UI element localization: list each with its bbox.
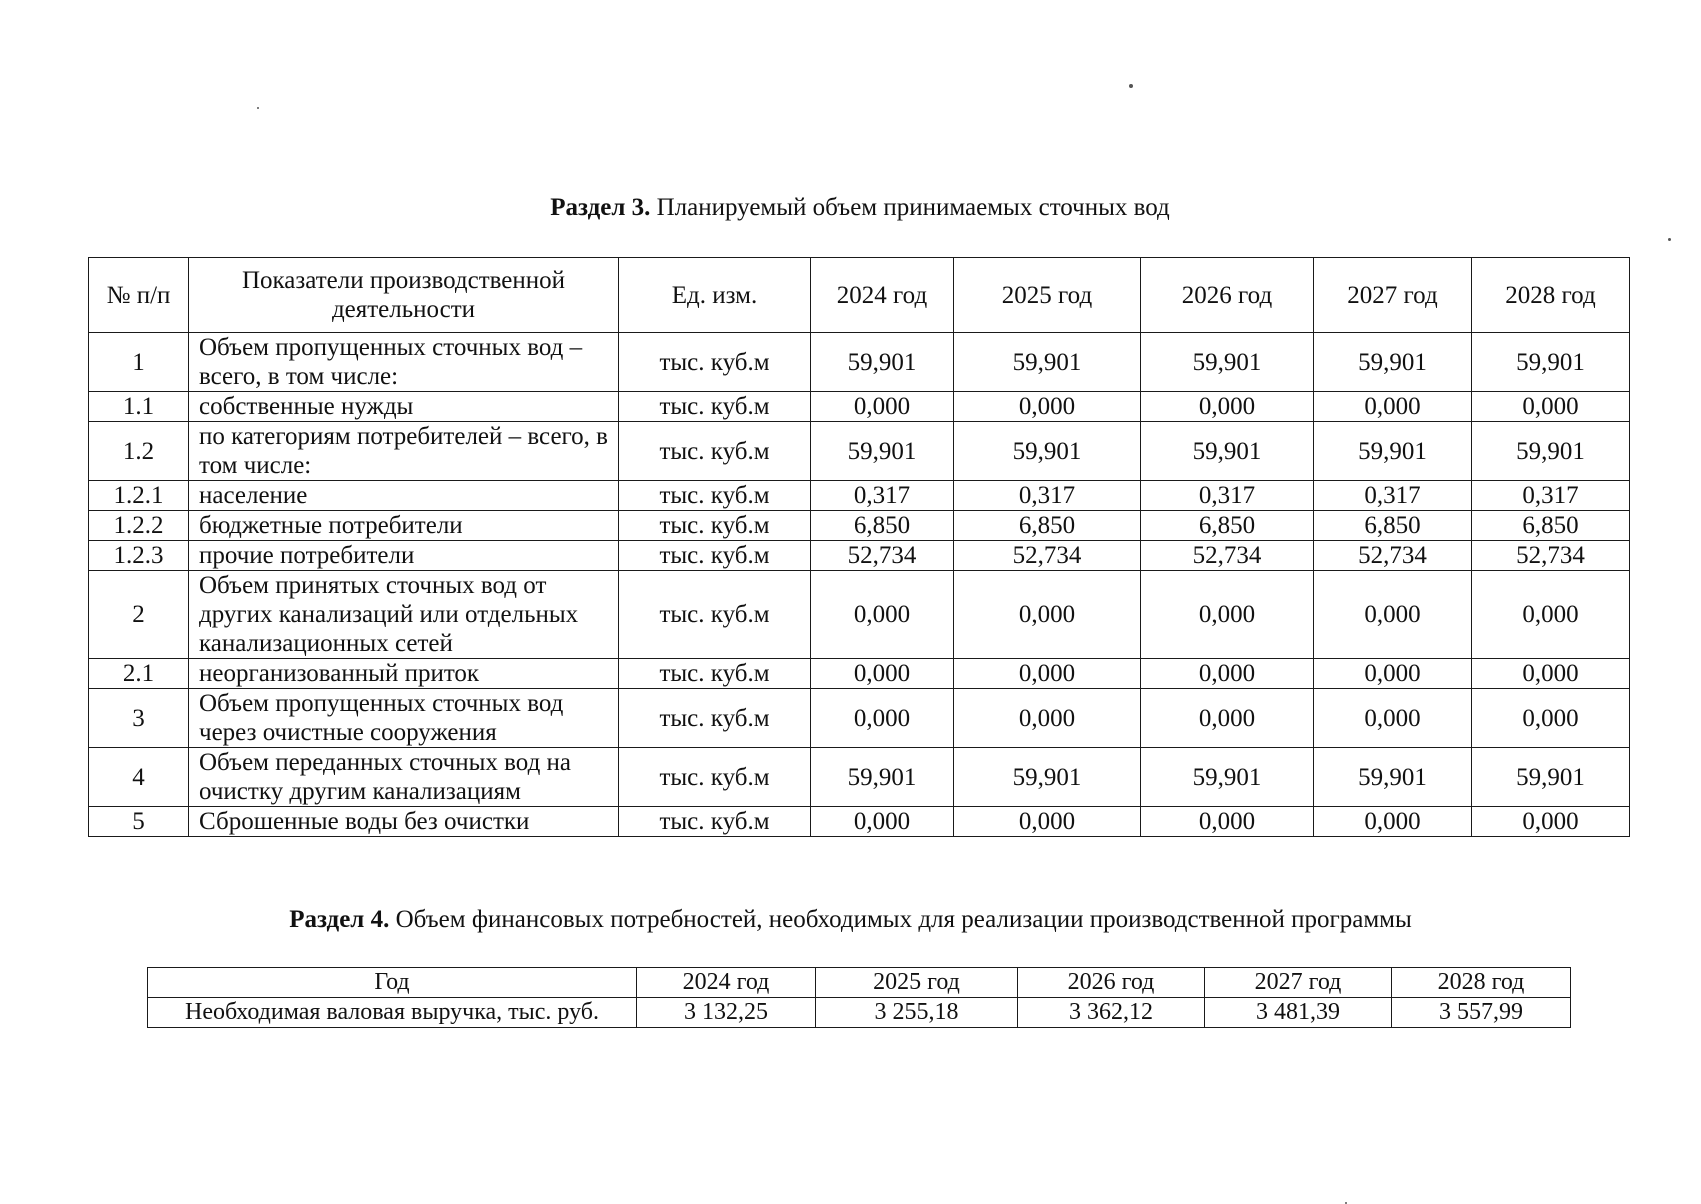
indicator-cell: неорганизованный приток <box>189 659 619 689</box>
unit-cell: тыс. куб.м <box>619 748 811 807</box>
indicator-cell: собственные нужды <box>189 392 619 422</box>
value-cell: 52,734 <box>1472 541 1630 571</box>
column-header: 2028 год <box>1392 968 1571 998</box>
indicator-cell: Объем принятых сточных вод от других канализаций или отдельных канализационных сетей <box>189 571 619 659</box>
value-cell: 0,317 <box>1314 481 1472 511</box>
column-header: 2027 год <box>1314 258 1472 333</box>
value-cell: 6,850 <box>1472 511 1630 541</box>
column-header: 2024 год <box>637 968 816 998</box>
value-cell: 0,000 <box>1141 807 1314 837</box>
unit-cell: тыс. куб.м <box>619 333 811 392</box>
value-cell: 52,734 <box>954 541 1141 571</box>
value-cell: 0,000 <box>811 392 954 422</box>
row-number: 3 <box>89 689 189 748</box>
section4-label: Раздел 4. <box>289 906 390 933</box>
value-cell: 6,850 <box>954 511 1141 541</box>
value-cell: 0,000 <box>954 659 1141 689</box>
value-cell: 0,000 <box>1141 392 1314 422</box>
value-cell: 0,000 <box>954 689 1141 748</box>
unit-cell: тыс. куб.м <box>619 807 811 837</box>
column-header: 2027 год <box>1205 968 1392 998</box>
row-number: 4 <box>89 748 189 807</box>
value-cell: 0,000 <box>954 807 1141 837</box>
value-cell: 0,000 <box>1314 392 1472 422</box>
value-cell: 0,000 <box>1141 689 1314 748</box>
value-cell: 0,000 <box>1472 659 1630 689</box>
table-body <box>89 333 1630 837</box>
scan-speck <box>1129 84 1133 88</box>
value-cell: 59,901 <box>1472 748 1630 807</box>
table-row <box>89 689 1630 748</box>
section3-heading <box>0 193 1701 223</box>
table-row <box>89 511 1630 541</box>
unit-cell: тыс. куб.м <box>619 659 811 689</box>
value-cell: 59,901 <box>811 748 954 807</box>
value-cell: 0,000 <box>1472 571 1630 659</box>
row-number: 2.1 <box>89 659 189 689</box>
column-header: 2028 год <box>1472 258 1630 333</box>
value-cell: 0,000 <box>1472 392 1630 422</box>
unit-cell: тыс. куб.м <box>619 571 811 659</box>
unit-cell: тыс. куб.м <box>619 481 811 511</box>
value-cell: 59,901 <box>1314 422 1472 481</box>
value-cell: 6,850 <box>811 511 954 541</box>
value-cell: 0,317 <box>1141 481 1314 511</box>
value-cell: 59,901 <box>1472 422 1630 481</box>
row-number: 2 <box>89 571 189 659</box>
value-cell: 6,850 <box>1314 511 1472 541</box>
table-row <box>89 333 1630 392</box>
value-cell: 0,317 <box>1472 481 1630 511</box>
column-header: 2025 год <box>816 968 1018 998</box>
value-cell: 59,901 <box>954 748 1141 807</box>
column-header: 2025 год <box>954 258 1141 333</box>
value-cell: 0,317 <box>811 481 954 511</box>
value-cell: 0,000 <box>954 571 1141 659</box>
scan-speck <box>257 107 259 109</box>
table-row <box>89 392 1630 422</box>
value-cell: 3 481,39 <box>1205 998 1392 1028</box>
value-cell: 3 557,99 <box>1392 998 1571 1028</box>
value-cell: 0,000 <box>1314 807 1472 837</box>
column-header: № п/п <box>89 258 189 333</box>
value-cell: 3 255,18 <box>816 998 1018 1028</box>
column-header: 2026 год <box>1141 258 1314 333</box>
table-row <box>89 481 1630 511</box>
indicator-cell: бюджетные потребители <box>189 511 619 541</box>
value-cell: 52,734 <box>1314 541 1472 571</box>
value-cell: 3 362,12 <box>1018 998 1205 1028</box>
section3-label: Раздел 3. <box>550 194 651 221</box>
value-cell: 59,901 <box>1314 333 1472 392</box>
value-cell: 6,850 <box>1141 511 1314 541</box>
column-header: Ед. изм. <box>619 258 811 333</box>
value-cell: 0,000 <box>811 807 954 837</box>
value-cell: 59,901 <box>1472 333 1630 392</box>
column-header: Год <box>148 968 637 998</box>
value-cell: 59,901 <box>1141 333 1314 392</box>
indicator-cell: по категориям потребителей – всего, в том числе: <box>189 422 619 481</box>
value-cell: 0,000 <box>811 659 954 689</box>
value-cell: 52,734 <box>811 541 954 571</box>
unit-cell: тыс. куб.м <box>619 511 811 541</box>
table-row <box>89 422 1630 481</box>
section3-title: Планируемый объем принимаемых сточных вод <box>656 194 1170 221</box>
table-header-row <box>89 258 1630 333</box>
value-cell: 0,000 <box>1472 689 1630 748</box>
value-cell: 0,000 <box>1141 571 1314 659</box>
value-cell: 0,000 <box>1314 689 1472 748</box>
table-row <box>89 541 1630 571</box>
indicator-cell: Объем пропущенных сточных вод – всего, в том числе: <box>189 333 619 392</box>
row-number: 1.2.2 <box>89 511 189 541</box>
value-cell: 0,000 <box>1472 807 1630 837</box>
column-header: Показатели производственной деятельности <box>189 258 619 333</box>
value-cell: 0,000 <box>811 689 954 748</box>
value-cell: 0,000 <box>811 571 954 659</box>
scan-speck <box>1668 238 1671 241</box>
row-number: 1.2.3 <box>89 541 189 571</box>
indicator-cell: население <box>189 481 619 511</box>
indicator-cell: Объем переданных сточных вод на очистку другим канализациям <box>189 748 619 807</box>
table-row <box>89 659 1630 689</box>
column-header: 2026 год <box>1018 968 1205 998</box>
row-number: 5 <box>89 807 189 837</box>
value-cell: 0,000 <box>1314 659 1472 689</box>
value-cell: 59,901 <box>811 333 954 392</box>
unit-cell: тыс. куб.м <box>619 541 811 571</box>
table-row <box>89 807 1630 837</box>
indicator-cell: Объем пропущенных сточных вод через очистные сооружения <box>189 689 619 748</box>
section4-title: Объем финансовых потребностей, необходимых для реализации производственной программы <box>395 906 1412 933</box>
table-row <box>89 571 1630 659</box>
table-row <box>89 748 1630 807</box>
value-cell: 59,901 <box>1141 748 1314 807</box>
value-cell: 59,901 <box>811 422 954 481</box>
indicator-cell: Сброшенные воды без очистки <box>189 807 619 837</box>
row-label: Необходимая валовая выручка, тыс. руб. <box>148 998 637 1028</box>
value-cell: 59,901 <box>1141 422 1314 481</box>
value-cell: 59,901 <box>954 333 1141 392</box>
table-header-row <box>148 968 1571 998</box>
table-row <box>148 998 1571 1028</box>
value-cell: 0,000 <box>1314 571 1472 659</box>
value-cell: 52,734 <box>1141 541 1314 571</box>
column-header: 2024 год <box>811 258 954 333</box>
wastewater-volume-table <box>88 257 1630 837</box>
row-number: 1.2 <box>89 422 189 481</box>
value-cell: 59,901 <box>1314 748 1472 807</box>
unit-cell: тыс. куб.м <box>619 422 811 481</box>
unit-cell: тыс. куб.м <box>619 392 811 422</box>
financial-needs-table <box>147 967 1571 1028</box>
row-number: 1.2.1 <box>89 481 189 511</box>
value-cell: 0,000 <box>1141 659 1314 689</box>
indicator-cell: прочие потребители <box>189 541 619 571</box>
row-number: 1.1 <box>89 392 189 422</box>
section4-heading <box>0 905 1701 935</box>
row-number: 1 <box>89 333 189 392</box>
value-cell: 59,901 <box>954 422 1141 481</box>
value-cell: 0,317 <box>954 481 1141 511</box>
value-cell: 3 132,25 <box>637 998 816 1028</box>
value-cell: 0,000 <box>954 392 1141 422</box>
unit-cell: тыс. куб.м <box>619 689 811 748</box>
